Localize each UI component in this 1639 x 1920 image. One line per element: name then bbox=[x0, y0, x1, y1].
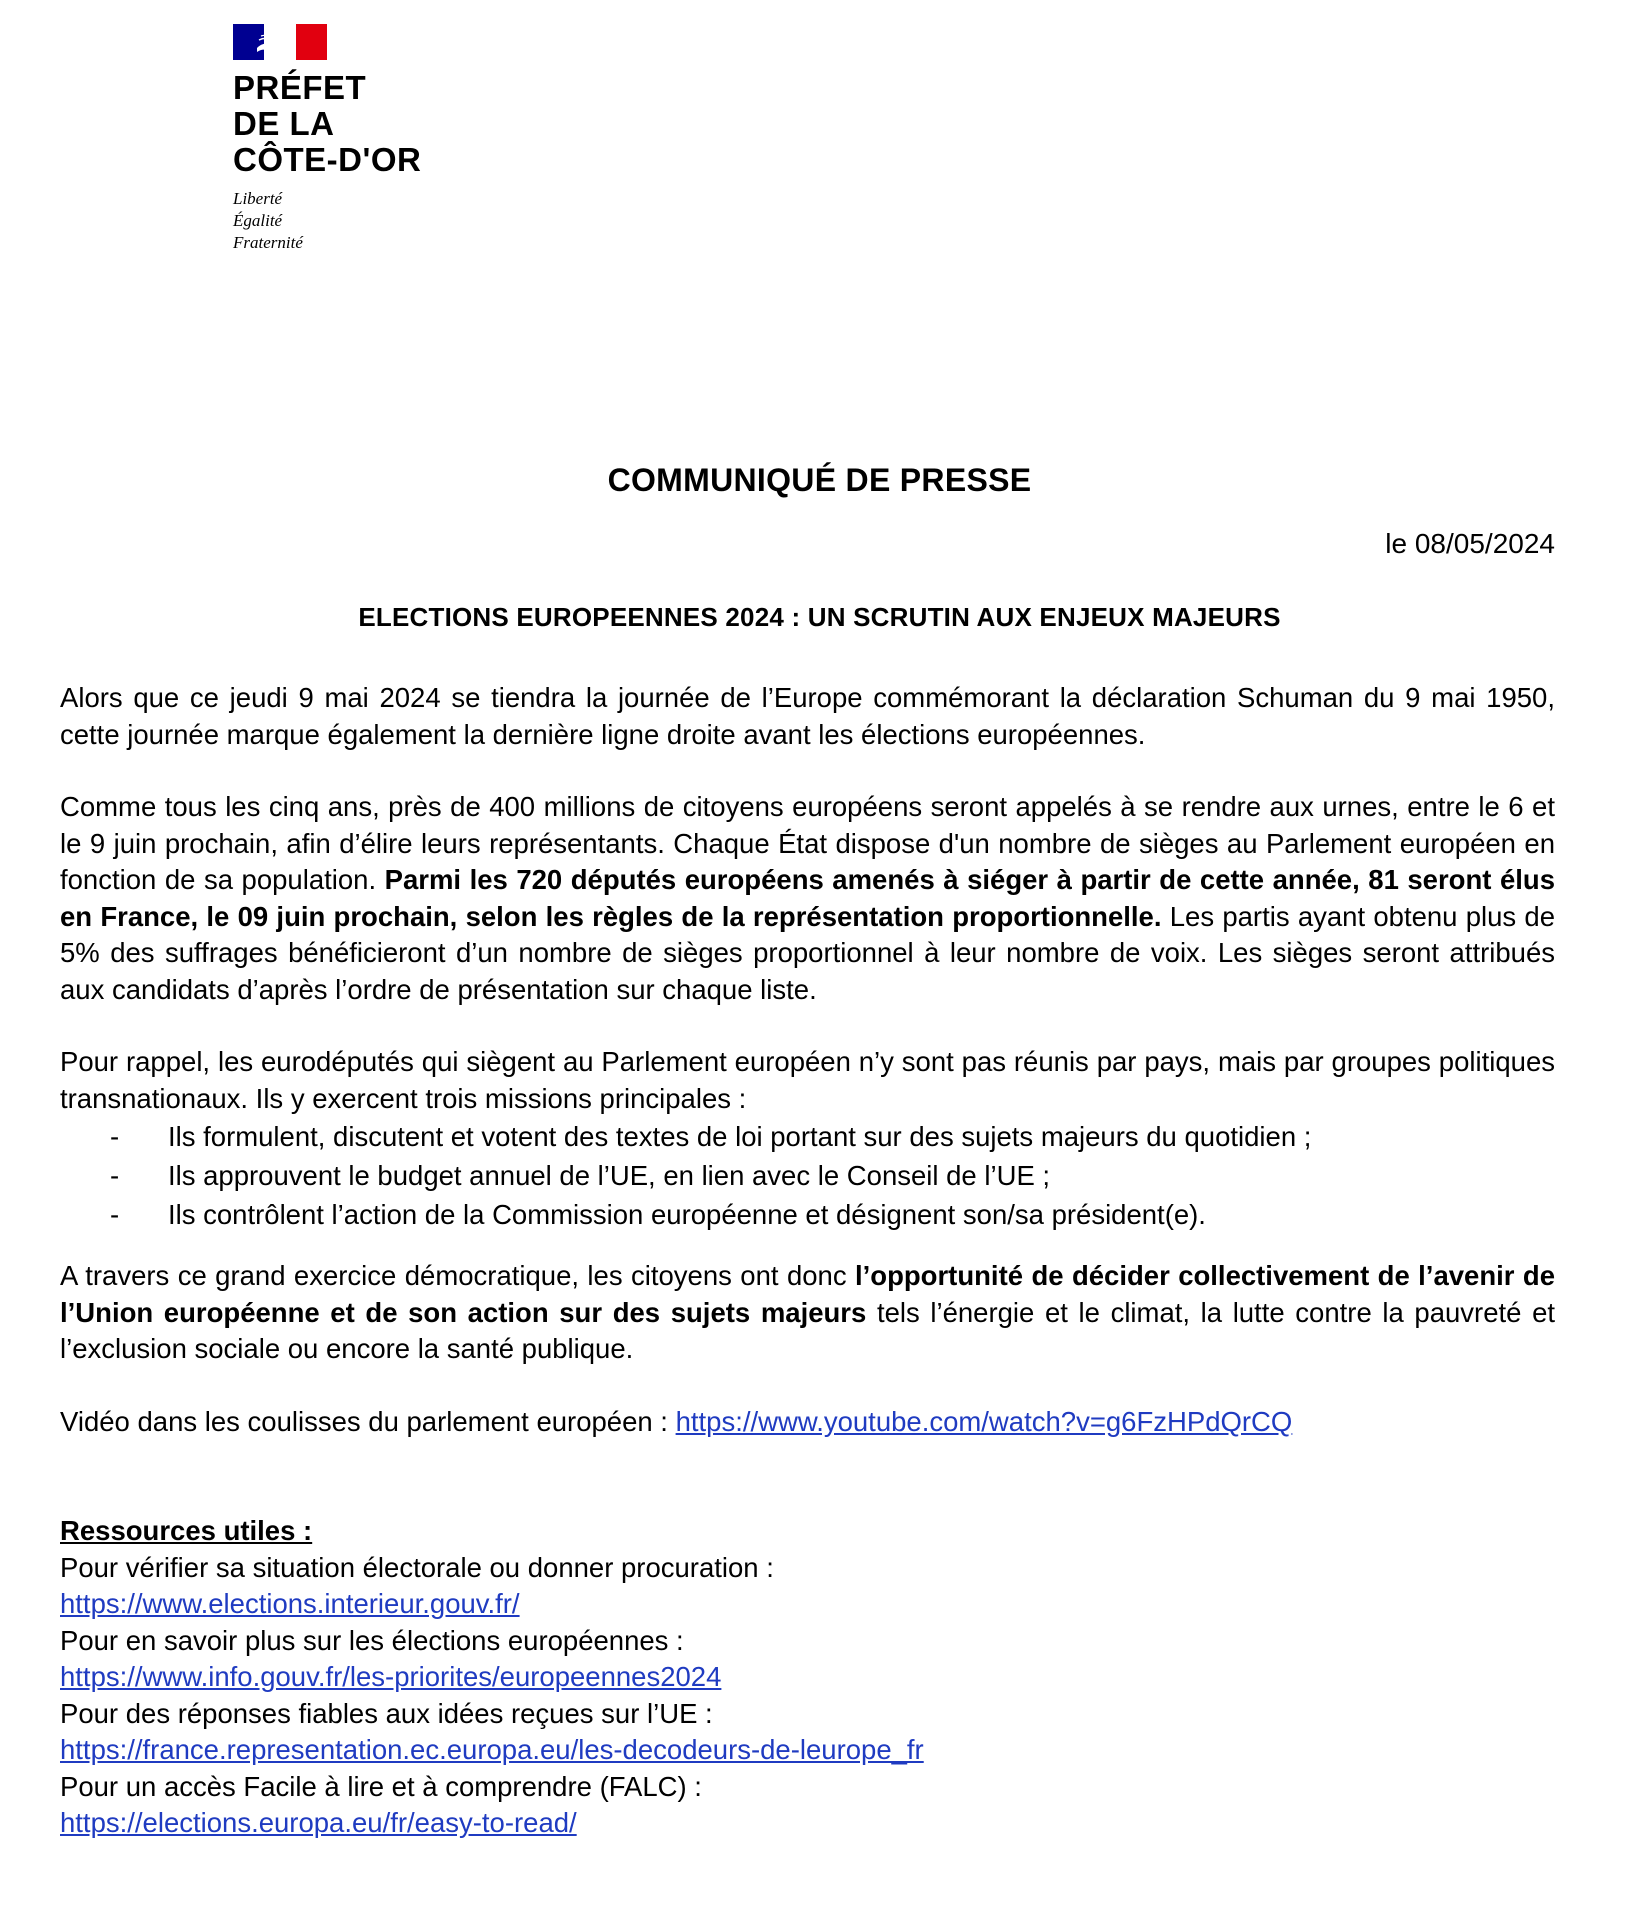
bullet-marker: - bbox=[110, 1160, 120, 1191]
publication-date: le 08/05/2024 bbox=[1385, 528, 1555, 559]
resource-link-elections-interieur[interactable]: https://www.elections.interieur.gouv.fr/ bbox=[60, 1588, 520, 1619]
video-link[interactable]: https://www.youtube.com/watch?v=g6FzHPdQrCQ bbox=[675, 1405, 1293, 1437]
motto-line: Égalité bbox=[233, 211, 283, 230]
prefecture-name-line: CÔTE-D'OR bbox=[233, 141, 422, 178]
bullet-marker: - bbox=[110, 1199, 120, 1230]
resource-label: Pour vérifier sa situation électorale ou donner procuration : bbox=[60, 1551, 774, 1583]
paragraph-highlight: l’opportunité de décider collectivement de l’avenir de l’Union européenne et de son action sur des sujets majeurs bbox=[60, 1260, 1555, 1328]
republic-motto bbox=[233, 188, 421, 254]
paragraph-text: Les partis ayant obtenu plus de 5% des suffrages bénéficieront d’un nombre de sièges proportionnel à leur nombre de voix. Les sièges seront attribués aux candidats d’après l’ordre de présentation sur chaque liste. bbox=[60, 900, 1555, 1005]
document-type-heading: COMMUNIQUÉ DE PRESSE bbox=[607, 462, 1032, 498]
list-item-text: Ils approuvent le budget annuel de l’UE, en lien avec le Conseil de l’UE ; bbox=[168, 1160, 1051, 1191]
paragraph-opportunity bbox=[60, 1258, 1555, 1368]
prefecture-name-line: DE LA bbox=[233, 105, 335, 142]
list-item-text: Ils contrôlent l’action de la Commission européenne et désignent son/sa président(e). bbox=[168, 1199, 1206, 1230]
resource-label: Pour des réponses fiables aux idées reçues sur l’UE : bbox=[60, 1697, 713, 1729]
paragraph-highlight: Parmi les 720 députés européens amenés à siéger à partir de cette année, 81 seront élus en France, le 09 juin prochain, selon les règles de la représentation proportionnelle. bbox=[60, 864, 1555, 932]
press-release-headline: ELECTIONS EUROPEENNES 2024 : UN SCRUTIN AUX ENJEUX MAJEURS bbox=[358, 602, 1281, 632]
motto-line: Liberté bbox=[233, 189, 283, 208]
resource-link-decodeurs[interactable]: https://france.representation.ec.europa.eu/les-decodeurs-de-leurope_fr bbox=[60, 1734, 924, 1765]
french-flag-icon bbox=[233, 24, 327, 60]
paragraph-elections bbox=[60, 789, 1555, 1008]
resource-label: Pour un accès Facile à lire et à comprendre (FALC) : bbox=[60, 1770, 702, 1802]
resource-label: Pour en savoir plus sur les élections européennes : bbox=[60, 1624, 684, 1656]
video-label: Vidéo dans les coulisses du parlement européen : bbox=[60, 1405, 676, 1437]
paragraph-missions: Pour rappel, les eurodéputés qui siègent au Parlement européen n’y sont pas réunis par pays, mais par groupes politiques transnationaux. Ils y exercent trois missions principales : bbox=[60, 1046, 1555, 1114]
bullet-marker: - bbox=[110, 1121, 120, 1152]
paragraph-intro: Alors que ce jeudi 9 mai 2024 se tiendra la journée de l’Europe commémorant la déclaration Schuman du 9 mai 1950, cette journée marque également la dernière ligne droite avant les élections européennes. bbox=[60, 682, 1555, 750]
list-item bbox=[60, 1195, 1555, 1234]
motto-line: Fraternité bbox=[233, 233, 303, 252]
list-item-text: Ils formulent, discutent et votent des textes de loi portant sur des sujets majeurs du quotidien ; bbox=[168, 1121, 1312, 1152]
list-item bbox=[60, 1156, 1555, 1195]
resource-link-falc[interactable]: https://elections.europa.eu/fr/easy-to-read/ bbox=[60, 1807, 577, 1838]
prefecture-logo bbox=[233, 24, 421, 254]
marianne-profile-icon bbox=[251, 26, 293, 58]
resources-section bbox=[60, 1513, 1555, 1842]
missions-list bbox=[60, 1117, 1555, 1234]
paragraph-text: Comme tous les cinq ans, près de 400 millions de citoyens européens seront appelés à se rendre aux urnes, entre le 6 et le 9 juin prochain, afin d’élire leurs représentants. Chaque État dispose d'un nombre de sièges au Parlement européen en fonction de sa population. bbox=[60, 791, 1555, 895]
video-line bbox=[60, 1404, 1555, 1441]
paragraph-text: tels l’énergie et le climat, la lutte contre la pauvreté et l’exclusion sociale ou encore la santé publique. bbox=[60, 1296, 1556, 1364]
prefecture-name bbox=[233, 70, 421, 178]
press-release-body bbox=[60, 680, 1555, 1842]
prefecture-name-line: PRÉFET bbox=[233, 69, 367, 106]
paragraph-text: A travers ce grand exercice démocratique, les citoyens ont donc bbox=[60, 1260, 855, 1291]
resource-link-info-gouv[interactable]: https://www.info.gouv.fr/les-priorites/europeennes2024 bbox=[60, 1661, 722, 1692]
list-item bbox=[60, 1117, 1555, 1156]
resources-title: Ressources utiles : bbox=[60, 1515, 313, 1546]
